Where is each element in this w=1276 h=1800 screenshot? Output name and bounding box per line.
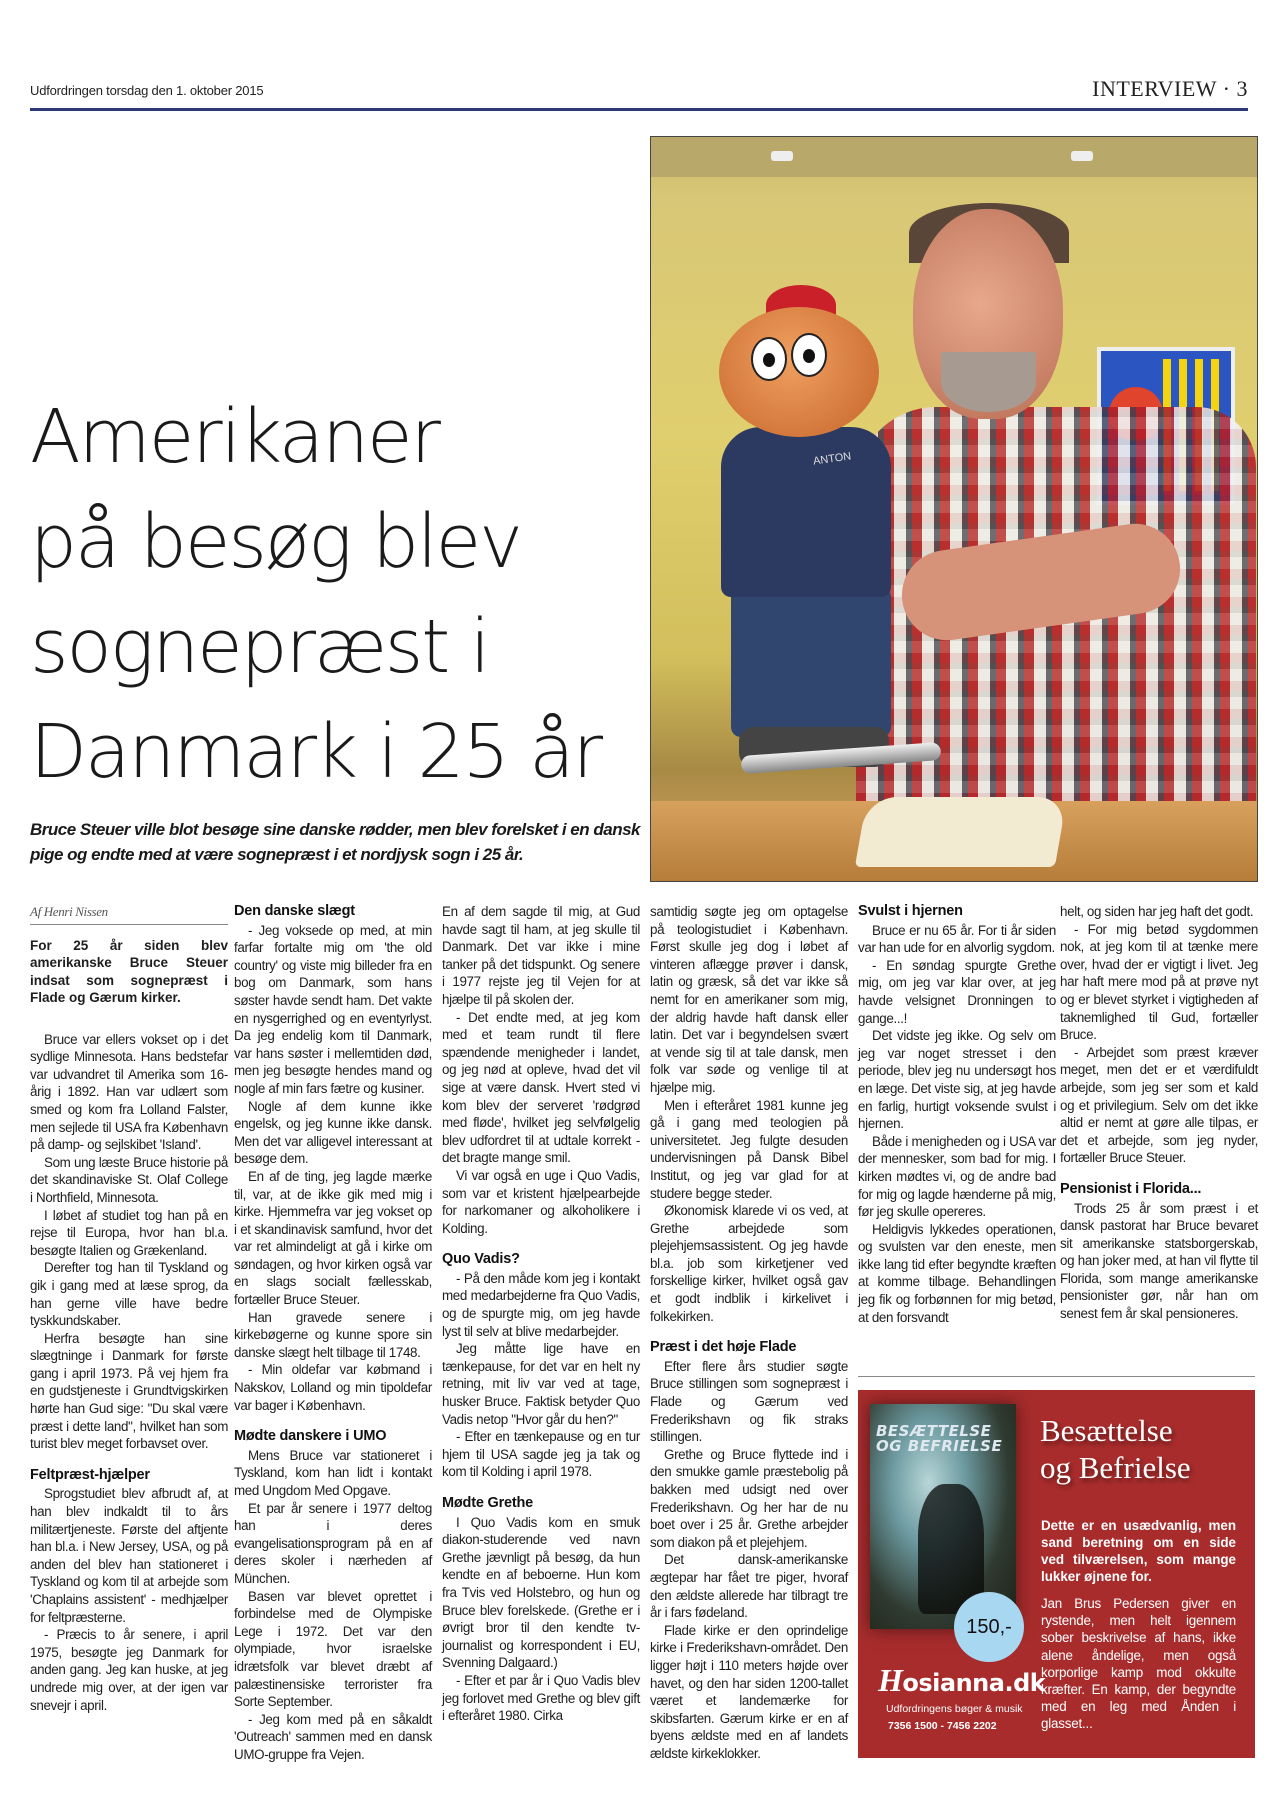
open-book	[855, 797, 1067, 867]
headline-line: Danmark i 25 år	[30, 709, 601, 795]
paragraph: I Quo Vadis kom en smuk diakon-studerende ved navn Grethe jævnligt på besøg, da hun kendte en af beboerne. Hun kom fra Tvis ved Holstebro, og hun og Bruce blev forelskede. (Grethe er i øvrigt bror til den kendte tv-journalist og korrespondent i EU, Svenning Dalgaard.)	[442, 1514, 640, 1671]
subheading: Pensionist i Florida...	[1060, 1180, 1202, 1197]
paragraph: Derefter tog han til Tyskland og gik i gang med at læse sprog, da han gerne ville have bedre tyskkundskaber.	[30, 1260, 228, 1329]
price-badge: 150,-	[954, 1592, 1024, 1662]
paragraph: Basen var blevet oprettet i forbindelse med de Olympiske Lege i 1972. Det var den olympiade, hvor israelske idrætsfolk var blevet dræbt af palæstinensiske terrorister fra Sorte September.	[234, 1588, 432, 1710]
ad-blurb: Dette er en usædvanlig, men sand beretning om en side ved tilværelsen, som mange lukker øjnene for.	[1041, 1518, 1236, 1584]
headline-line: sognepræst i	[30, 604, 489, 690]
paragraph: helt, og siden har jeg haft det godt.	[1060, 904, 1254, 919]
intro-paragraph: For 25 år siden blev amerikanske Bruce Steuer indsat som sognepræst i Flade og Gærum kirker.	[30, 937, 228, 1006]
article-photo	[650, 136, 1258, 882]
subheading: Mødte danskere i UMO	[234, 1428, 387, 1445]
paragraph: Jeg måtte lige have en tænkepause, for det var en helt ny retning, mit liv var ved at tage, husker Bruce. Faktisk betyder Quo Vadis netop "Hvor går du hen?"	[442, 1341, 640, 1427]
paragraph: Bruce var ellers vokset op i det sydlige Minnesota. Hans bedstefar var udvandret til Amerika som 16-årig i 1892. Han var udlært som smed og kom fra Lolland Falster, men sejlede til USA fra København på damp- og sejlskibet 'Island'.	[30, 1031, 228, 1153]
ceiling-lamp	[1071, 151, 1093, 161]
subheading: Den danske slægt	[234, 903, 355, 919]
paragraph: Grethe og Bruce flyttede ind i den smukke gamle præstebolig på bakken med udsigt ned over Frederikshavn. Og her har de nu boet over i 25 år. Grethe arbejder som diakon på et plejehjem.	[650, 1446, 848, 1550]
paragraph: Bruce er nu 65 år. For ti år siden var han ude for en alvorlig sygdom.	[858, 922, 1056, 956]
shop-phones: 7356 1500 - 7456 2202	[888, 1720, 997, 1732]
paragraph: En af dem sagde til mig, at Gud havde sagt til ham, at jeg skulle til Danmark. Det var ikke i mine tanker på det tidspunkt. Og senere i 1977 rejste jeg til Vejen for at hjælpe til på skolen der.	[442, 904, 640, 1007]
text-column	[442, 903, 640, 1725]
paragraph: samtidig søgte jeg om optagelse på teologistudiet i København. Først skulle jeg dog i løbet af vinteren aflægge prøver i dansk, latin og græsk, så det var ikke så nemt for en amerikaner som mig, der aldrig havde haft dansk eller latin. Det var i begyndelsen svært at vende sig til at tale dansk, men folk var søde og venlige til at hjælpe mig.	[650, 904, 848, 1095]
paragraph: - En søndag spurgte Grethe mig, om jeg var klar over, at jeg havde velsignet Dronningen to gange...!	[858, 957, 1056, 1026]
paragraph: Mens Bruce var stationeret i Tyskland, kom han lidt i kontakt med Ungdom Med Opgave.	[234, 1447, 432, 1498]
paragraph: Sprogstudiet blev afbrudt af, at han blev indkaldt til to års militærtjeneste. Første del aftjente han bl.a. i New Jersey, USA, og på anden del blev han stationeret i Tyskland og kom til at arbejde som 'Chaplains assistent' - medhjælper for feltpræsterne.	[30, 1486, 228, 1625]
headline-line: Amerikaner	[30, 394, 439, 480]
paragraph: Efter flere års studier søgte Bruce stillingen som sognepræst i Flade og Gærum ved Frederikshavn og fik straks stillingen.	[650, 1358, 848, 1445]
ad-title	[1040, 1412, 1191, 1486]
logo-initial: H	[878, 1662, 903, 1698]
paragraph: - Efter en tænkepause og en tur hjem til USA sagde jeg ja tak og kom til Kolding i april 1978.	[442, 1429, 640, 1480]
paragraph: - Præcis to år senere, i april 1975, besøgte jeg Danmark for anden gang. Jeg kan huske, at jeg undrede mig over, at der igen var snevejr i april.	[30, 1627, 228, 1713]
paragraph: - Jeg kom med på en såkaldt 'Outreach' sammen med en dansk UMO-gruppe fra Vejen.	[234, 1711, 432, 1762]
paragraph: Trods 25 år som præst i et dansk pastorat har Bruce bevaret sit amerikanske statsborgerskab, og han joker med, at han vil flytte til Florida, som mange amerikanske pensionister gør, når han om senest fem år skal pensioneres.	[1060, 1200, 1258, 1322]
subheading: Svulst i hjernen	[858, 903, 963, 919]
puppet-eye	[751, 337, 787, 381]
paragraph: Heldigvis lykkedes operationen, og svulsten var den eneste, men ikke lang tid efter begyndte kræften at komme tilbage. Behandlingen jeg fik og forbønnen for mig betød, at den forsvandt	[858, 1221, 1056, 1325]
paragraph: - Min oldefar var købmand i Nakskov, Lolland og min tipoldefar var bager i København.	[234, 1362, 432, 1413]
text-column	[234, 903, 432, 1764]
paragraph: En af de ting, jeg lagde mærke til, var, at de ikke gik med mig i kirke. Hjemmefra var jeg vokset op i et skandinavisk samfund, hvor det var ret almindeligt at gå i kirke om søndagen, og hvor kirken også var en slags socialt fællesskab, fortæller Bruce Steuer.	[234, 1168, 432, 1308]
byline: Af Henri Nissen	[30, 903, 228, 925]
subheading: Præst i det høje Flade	[650, 1339, 797, 1356]
paragraph: - Efter et par år i Quo Vadis blev jeg forlovet med Grethe og blev gift i efteråret 1980. Cirka	[442, 1672, 640, 1724]
headline	[30, 385, 650, 805]
text-column	[1060, 903, 1258, 1323]
cover-title-line: BESÆTTELSE	[876, 1422, 992, 1440]
puppet-legs	[731, 587, 891, 737]
paragraph: Det dansk-amerikanske ægtepar har fået tre piger, hvoraf den ældste allerede har tilbragt tre år i fars fødeland.	[650, 1552, 848, 1621]
man-beard	[941, 352, 1036, 412]
subheading: Mødte Grethe	[442, 1495, 534, 1511]
puppet-shirt-text: ANTON	[812, 450, 852, 468]
book-advertisement[interactable]	[858, 1390, 1255, 1758]
text-column	[650, 903, 848, 1763]
shop-name: Udfordringens bøger & musik	[886, 1703, 1023, 1715]
cover-title	[876, 1424, 1002, 1454]
paragraph: - For mig betød sygdommen nok, at jeg kom til at tænke mere over, hvad der er vigtigt i livet. Jeg har haft mere mod på at prøve nyt og er blevet styrket i vigtigheden af taknemlighed til Gud, fortæller Bruce.	[1060, 921, 1258, 1043]
paragraph: Økonomisk klarede vi os ved, at Grethe arbejdede som plejehjemsassistent. Og jeg havde bl.a. job som kirketjener ved forskellige kirker, hvilket også gav et godt indblik i kirkelivet i folkekirken.	[650, 1203, 848, 1324]
paragraph: Det vidste jeg ikke. Og selv om jeg var noget stresset i den periode, blev jeg nu undersøgt hos en læge. Det viste sig, at jeg havde en farlig, hurtigt voksende svulst i hjernen.	[858, 1028, 1056, 1132]
column-rule	[858, 1376, 1255, 1377]
paragraph: Som ung læste Bruce historie på det skandinaviske St. Olaf College i Northfield, Minnesota.	[30, 1154, 228, 1205]
text-column	[858, 903, 1056, 1326]
paragraph: - Jeg voksede op med, at min farfar fortalte mig om 'the old country' og viste mig billeder fra en bog om Danmark, som hans søster havde sendt ham. Det vakte en nysgerrighed og en eventyrlyst. Da jeg endelig kom til Danmark, var hans søster i mellemtiden død, men jeg besøgte hendes mand og nogle af min fars fætre og kusiner.	[234, 922, 432, 1096]
paragraph: Nogle af dem kunne ikke engelsk, og jeg kunne ikke dansk. Men det var alligevel interessant at besøge dem.	[234, 1098, 432, 1167]
paragraph: - På den måde kom jeg i kontakt med medarbejderne fra Quo Vadis, og de spurgte mig, om jeg havde lyst til selv at blive medarbejder.	[442, 1270, 640, 1339]
paragraph: Både i menigheden og i USA var der mennesker, som bad for mig. I kirken mødtes vi, og de andre bad for mig og lagde hænderne på mig, før jeg skulle opereres.	[858, 1133, 1056, 1220]
paragraph: Han gravede senere i kirkebøgerne og kunne spore sin danske slægt helt tilbage til 1748.	[234, 1309, 432, 1360]
logo-text: osianna.dk	[902, 1669, 1046, 1697]
paragraph: Vi var også en uge i Quo Vadis, som var et kristent hjælpearbejde for narkomaner og alkoholikere i Kolding.	[442, 1167, 640, 1236]
text-column	[30, 903, 228, 1714]
publication-date: Udfordringen torsdag den 1. oktober 2015	[30, 83, 264, 98]
ad-title-line: Besættelse	[1040, 1413, 1173, 1448]
puppet-eye	[791, 333, 827, 377]
puppet-body	[721, 427, 891, 597]
paragraph: Et par år senere i 1977 deltog han i deres evangelisationsprogram på en af deres skoler i nærheden af München.	[234, 1500, 432, 1586]
headline-line: på besøg blev	[30, 499, 521, 585]
paragraph: - Arbejdet som præst kræver meget, men det er et værdifuldt arbejde, som jeg ser som et kald og et privilegium. Selv om det ikke altid er nemt at gøre alle tilpas, er det et arbejde, som jeg nyder, fortæller Bruce Steuer.	[1060, 1044, 1258, 1166]
ceiling-lamp	[771, 151, 793, 161]
subheading: Quo Vadis?	[442, 1251, 520, 1268]
ad-description: Jan Brus Pedersen giver en rystende, men helt igennem sober beskrivelse af hans, ikke alene åndelige, men også korporlige kamp mod okkulte kræfter. En kamp, der begyndte med en leg med Ånden i glasset...	[1041, 1596, 1236, 1732]
section-page-label: INTERVIEW · 3	[1092, 76, 1248, 101]
paragraph: Herfra besøgte han sine slægtninge i Danmark for første gang i april 1973. På vej hjem fra en gudstjeneste i Grundtvigskirken hørte han Gud sige: "Du skal være præst i dette land", hvilket han som turist blev meget forbavset over.	[30, 1330, 228, 1452]
subheading: Feltpræst-hjælper	[30, 1466, 150, 1483]
ad-title-line: og Befrielse	[1040, 1450, 1191, 1485]
paragraph: I løbet af studiet tog han på en rejse til Europa, hvor han bl.a. besøgte Italien og Grækenland.	[30, 1207, 228, 1258]
cover-title-line: OG BEFRIELSE	[876, 1437, 1003, 1455]
paragraph: - Det endte med, at jeg kom med et team rundt til flere spændende menigheder i landet, og jeg nød at opleve, hvad det vil sige at være dansk. Hvert sted vi kom blev der serveret 'rødgrød med fløde', hvilket jeg selvfølgelig blev udfordret til at udtale korrekt - det bragte mange smil.	[442, 1009, 640, 1166]
hosianna-logo[interactable]	[878, 1662, 1045, 1699]
paragraph: Men i efteråret 1981 kunne jeg gå i gang med teologien på universitetet. Jeg fulgte desuden undervisningen på Dansk Bibel Institut, og jeg var glad for at studere begge steder.	[650, 1097, 848, 1201]
header-rule	[30, 108, 1248, 111]
paragraph: Flade kirke er den oprindelige kirke i Frederikshavn-området. Den ligger højt i 110 meters højde over havet, og den har siden 1200-tallet været et landemærke for skibsfarten. Gærum kirke er en af byens ældste med en af landets ældste kirkeklokker.	[650, 1622, 848, 1761]
lede: Bruce Steuer ville blot besøge sine danske rødder, men blev forelsket i en dansk pige og endte med at være sognepræst i et nordjysk sogn i 25 år.	[30, 820, 641, 864]
photo-ceiling	[651, 137, 1257, 177]
